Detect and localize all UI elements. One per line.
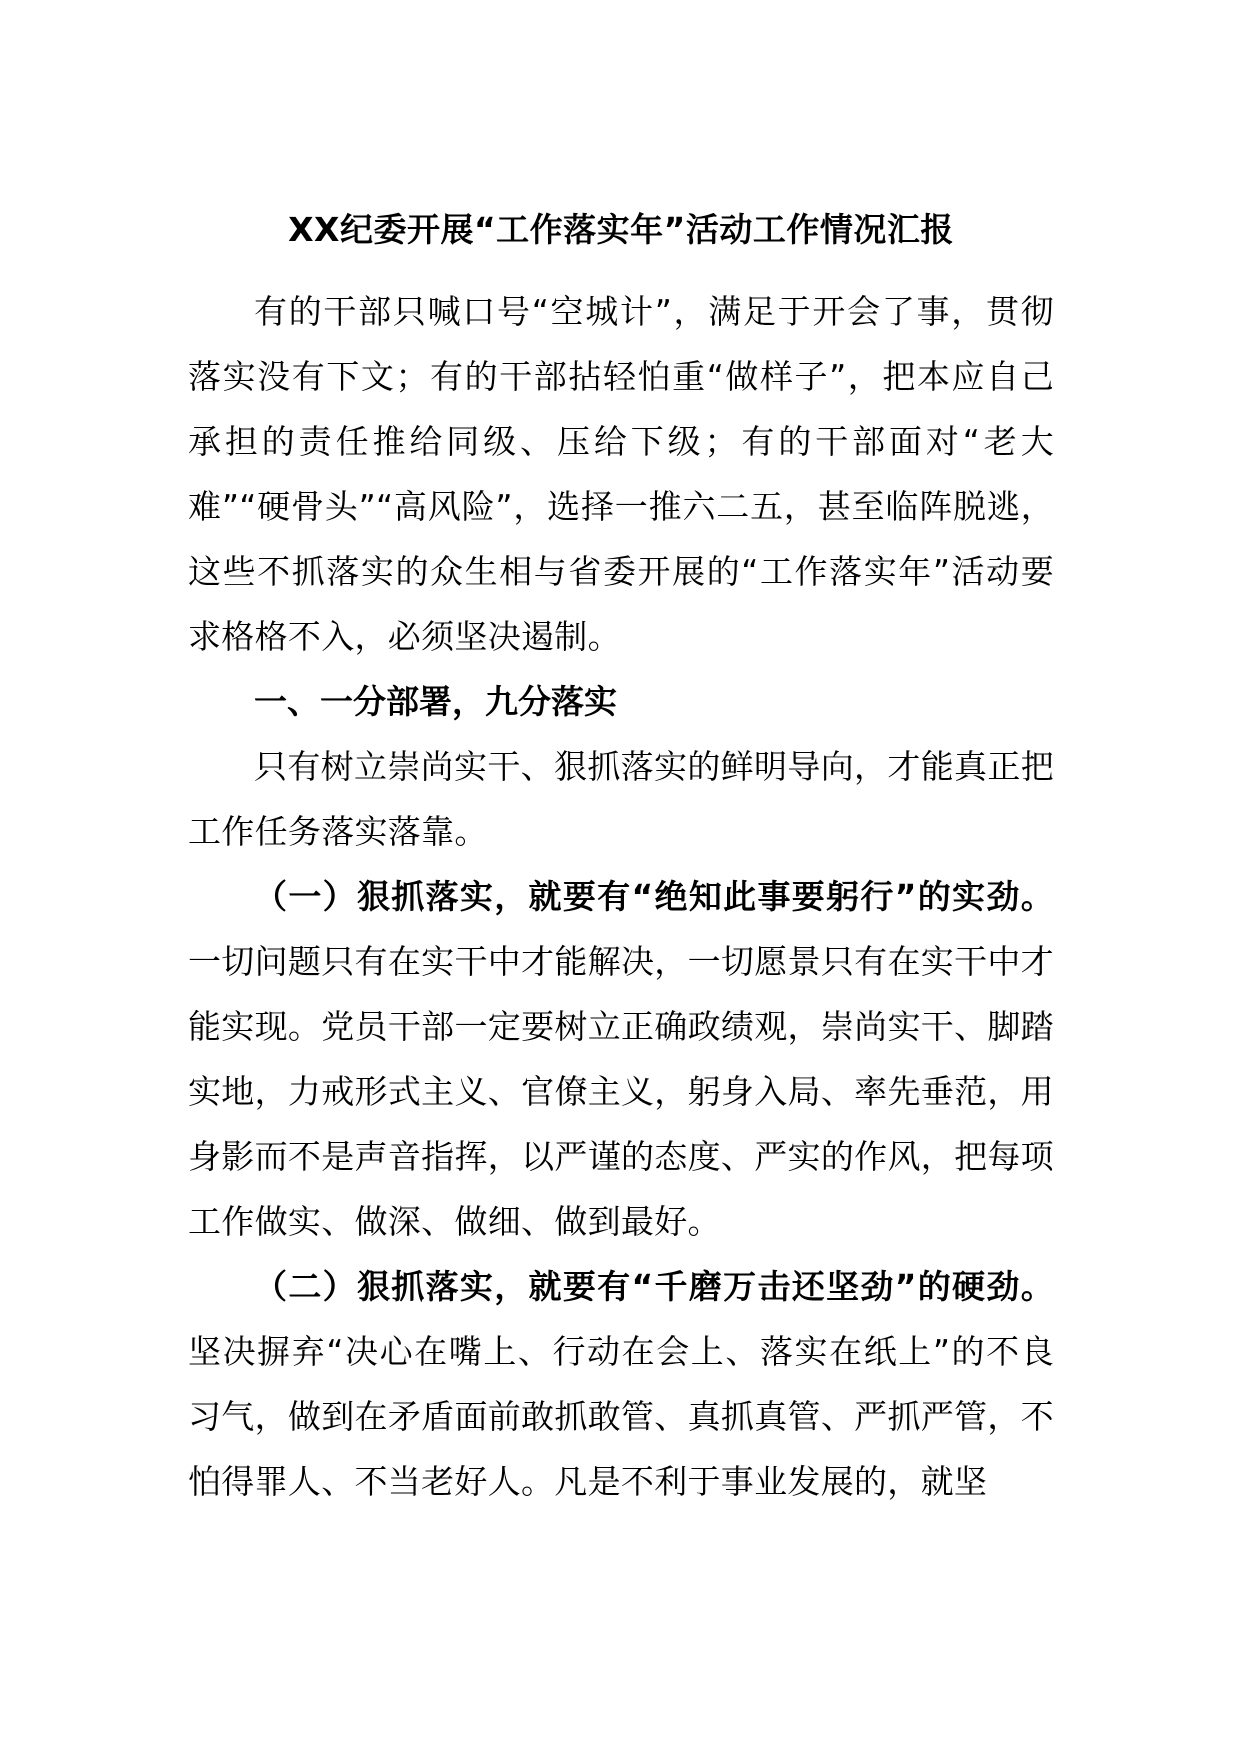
section-1-lead-paragraph: 只有树立崇尚实干、狠抓落实的鲜明导向，才能真正把工作任务落实落靠。	[188, 747, 1054, 851]
intro-paragraph: 有的干部只喊口号“空城计”，满足于开会了事，贯彻落实没有下文；有的干部拈轻怕重“做样子”，把本应自己承担的责任推给同级、压给下级；有的干部面对“老大难”“硬骨头”“高风险”，选择一推六二五，甚至临阵脱逃，这些不抓落实的众生相与省委开展的“工作落实年”活动要求格格不入，必须坚决遏制。	[188, 292, 1054, 656]
subsection-1-heading: （一）狠抓落实，就要有“绝知此事要躬行”的实劲。	[254, 877, 1054, 916]
document-body	[188, 205, 1054, 1514]
subsection-2-paragraph	[188, 1254, 1054, 1514]
subsection-1-paragraph	[188, 864, 1054, 1254]
section-1-heading: 一、一分部署，九分落实	[254, 682, 617, 721]
subsection-2-heading: （二）狠抓落实，就要有“千磨万击还坚劲”的硬劲。	[254, 1267, 1054, 1306]
document-title: XX纪委开展“工作落实年”活动工作情况汇报	[288, 210, 954, 249]
subsection-2-body: 坚决摒弃“决心在嘴上、行动在会上、落实在纸上”的不良习气，做到在矛盾面前敢抓敢管、真抓真管、严抓严管，不怕得罪人、不当老好人。凡是不利于事业发展的，就坚	[188, 1332, 1054, 1501]
subsection-1-body: 一切问题只有在实干中才能解决，一切愿景只有在实干中才能实现。党员干部一定要树立正确政绩观，崇尚实干、脚踏实地，力戒形式主义、官僚主义，躬身入局、率先垂范，用身影而不是声音指挥，以严谨的态度、严实的作风，把每项工作做实、做深、做细、做到最好。	[188, 942, 1054, 1241]
